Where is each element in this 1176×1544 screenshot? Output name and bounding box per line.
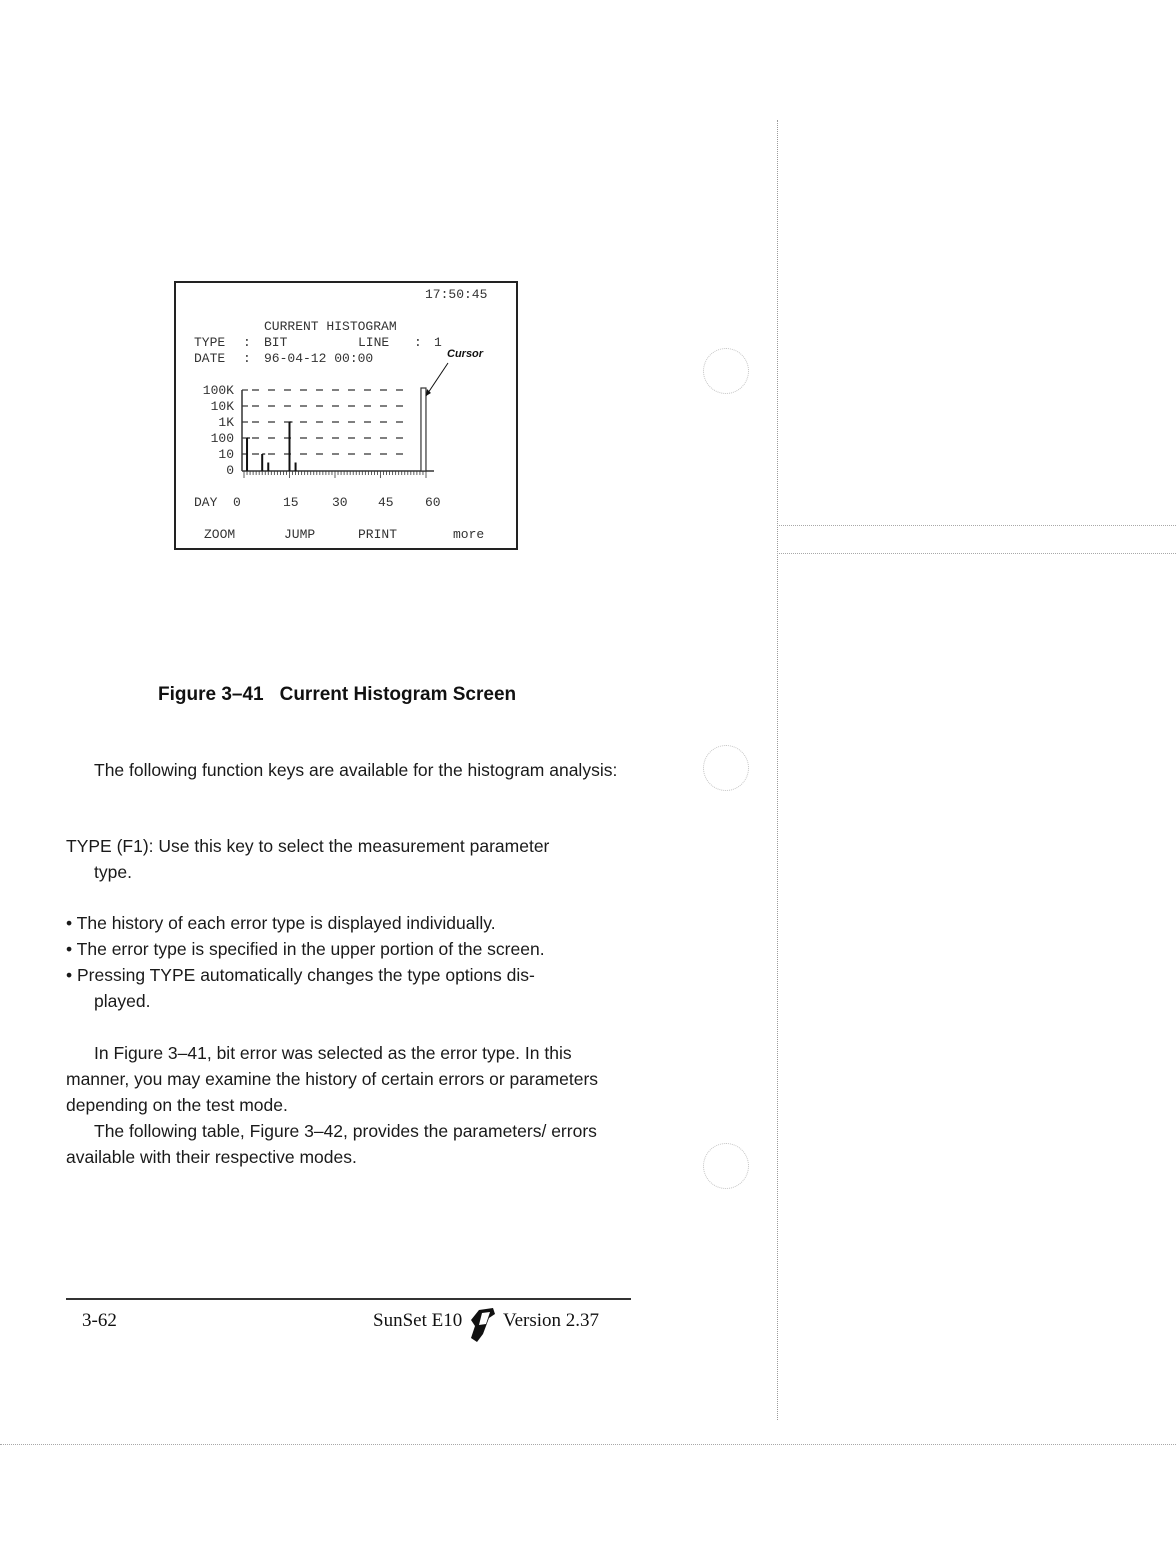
histogram-screen-figure: [174, 281, 518, 550]
softkey-more[interactable]: more: [453, 527, 485, 542]
bullet-item: • Pressing TYPE automatically changes the type options dis- played.: [66, 965, 535, 1011]
cursor-marker: [421, 388, 426, 471]
date-colon: :: [243, 351, 251, 366]
date-value: 96-04-12 00:00: [264, 351, 374, 366]
softkey-print[interactable]: PRINT: [358, 527, 398, 542]
y-tick-label: 100K: [202, 383, 234, 398]
bullet-item: • The error type is specified in the upper portion of the screen.: [66, 939, 545, 959]
type-value: BIT: [264, 335, 288, 350]
figure-title: Current Histogram Screen: [279, 684, 517, 705]
x-axis-label: DAY: [194, 495, 218, 510]
x-tick-label: 45: [378, 495, 394, 510]
softkey-zoom[interactable]: ZOOM: [204, 527, 236, 542]
bottom-dotted-line: [0, 1444, 1176, 1445]
x-tick-label: 60: [425, 495, 441, 510]
line-value: 1: [434, 335, 442, 350]
punch-hole: [703, 1143, 749, 1189]
y-tick-label: 1K: [218, 415, 234, 430]
punch-hole: [703, 348, 749, 394]
figure-number: Figure 3–41: [158, 684, 264, 705]
figure-caption: [158, 684, 516, 706]
paragraph-type-key: TYPE (F1): Use this key to select the measurement parameter type.: [66, 836, 550, 882]
line-label: LINE: [358, 335, 390, 350]
punch-hole: [703, 745, 749, 791]
y-tick-label: 10: [218, 447, 234, 462]
y-tick-label: 0: [226, 463, 234, 478]
cursor-callout-label: Cursor: [447, 348, 484, 360]
softkey-jump[interactable]: JUMP: [284, 527, 316, 542]
paragraph-example: In Figure 3–41, bit error was selected as the error type. In this manner, you may examine the history of certain errors or parameters depending on the test mode.: [66, 1043, 599, 1115]
paragraph-table-ref: The following table, Figure 3–42, provides the parameters/ errors available with their respective modes.: [66, 1121, 597, 1167]
type-label: TYPE: [194, 335, 226, 350]
cursor-callout-arrow: [426, 363, 448, 396]
type-colon: :: [243, 335, 251, 350]
product-version: Version 2.37: [503, 1310, 600, 1331]
y-tick-label: 100: [210, 431, 234, 446]
line-colon: :: [414, 335, 422, 350]
date-label: DATE: [194, 351, 226, 366]
x-tick-label: 15: [283, 495, 299, 510]
margin-dotted-line: [777, 553, 1176, 554]
x-tick-label: 0: [233, 495, 241, 510]
margin-dotted-line: [777, 525, 1176, 526]
y-tick-label: 10K: [210, 399, 234, 414]
handset-logo-icon: [465, 1304, 499, 1346]
screen-title: CURRENT HISTOGRAM: [264, 319, 397, 334]
bullet-item: • The history of each error type is displayed individually.: [66, 913, 496, 933]
product-name: SunSet E10: [373, 1310, 463, 1331]
page-number: 3-62: [82, 1310, 117, 1331]
screen-time: 17:50:45: [425, 287, 488, 302]
paragraph-intro: The following function keys are available for the histogram analysis:: [94, 760, 618, 780]
binding-margin-line: [777, 120, 778, 1420]
x-tick-label: 30: [332, 495, 348, 510]
footer-rule: [66, 1298, 631, 1300]
